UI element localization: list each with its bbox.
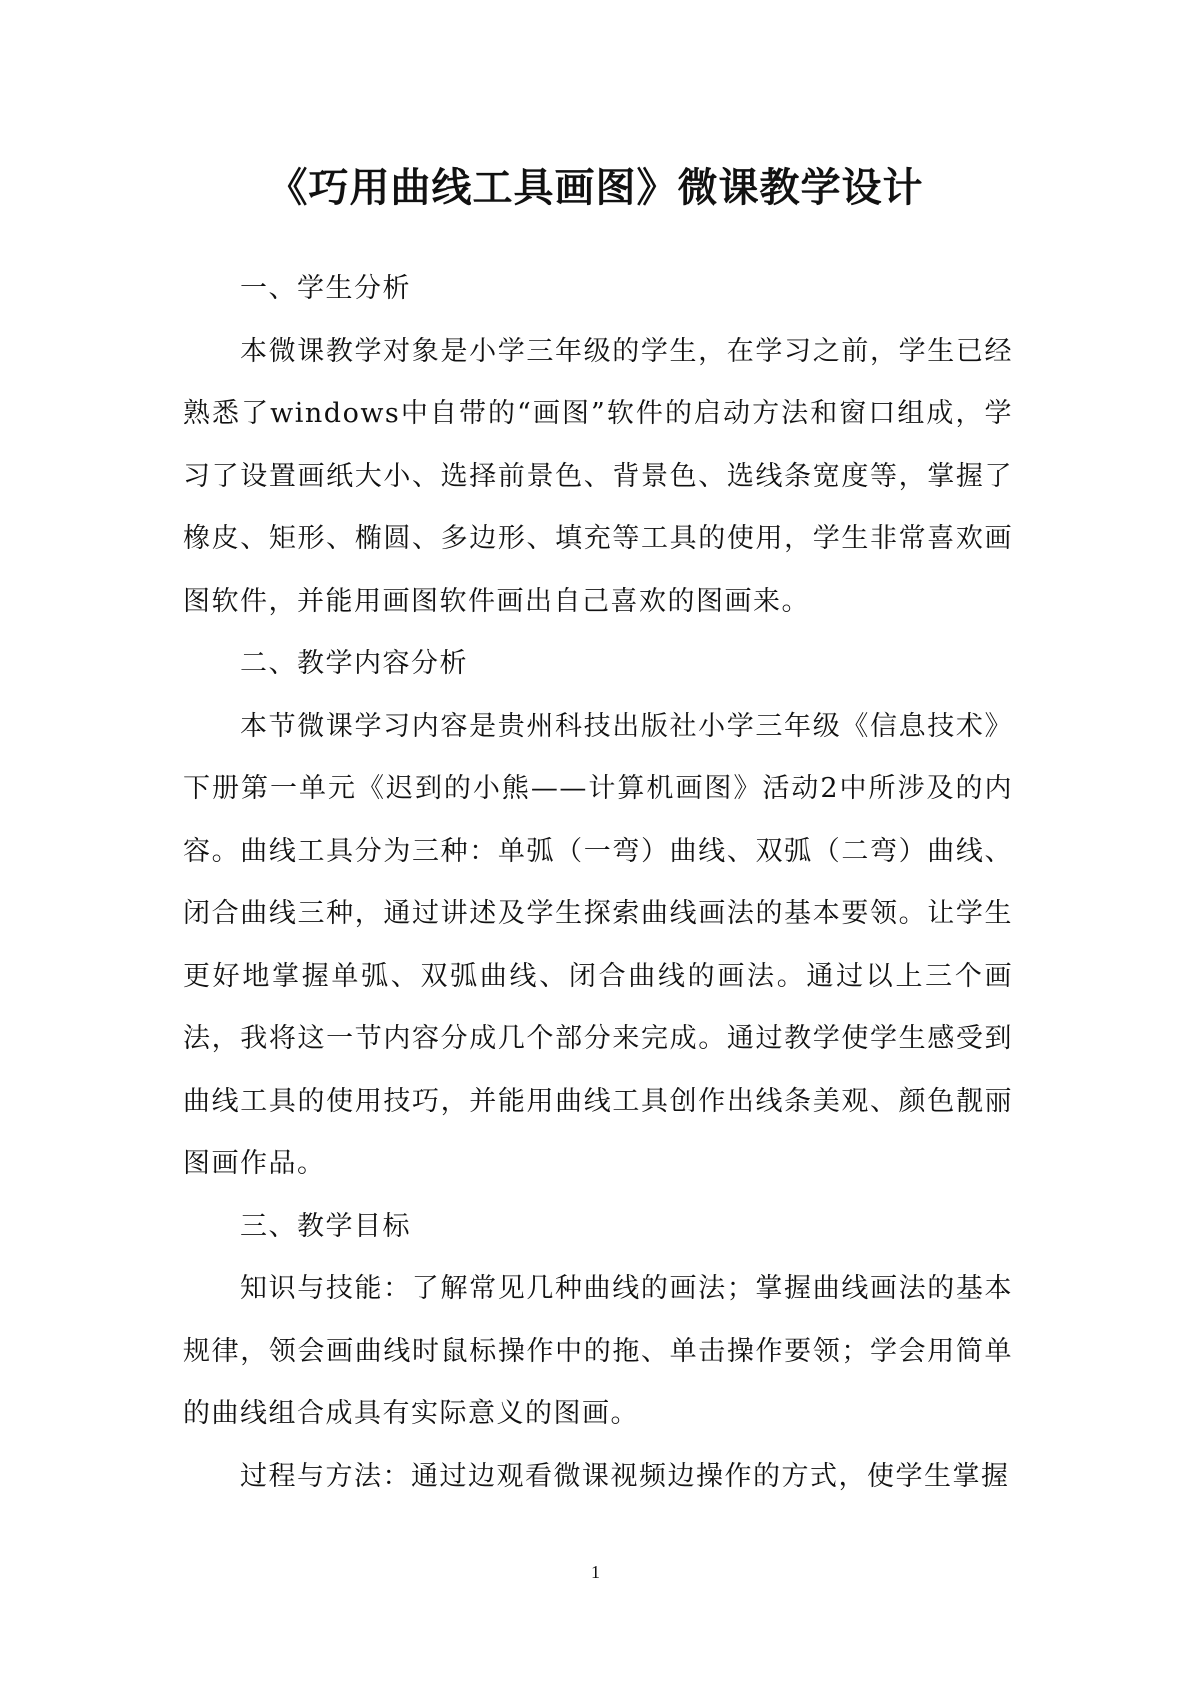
paragraph-student-analysis: 本微课教学对象是小学三年级的学生，在学习之前，学生已经熟悉了windows中自带的“画图”软件的启动方法和窗口组成，学习了设置画纸大小、选择前景色、背景色、选线条宽度等，掌握了橡皮、矩形、椭圆、多边形、填充等工具的使用，学生非常喜欢画图软件，并能用画图软件画出自己喜欢的图画来。 bbox=[183, 335, 1013, 617]
section-heading-student-analysis: 一、学生分析 bbox=[240, 273, 411, 304]
paragraph-process-method: 过程与方法：通过边观看微课视频边操作的方式，使学生掌握 bbox=[240, 1460, 1010, 1492]
paragraph-knowledge-skills: 知识与技能：了解常见几种曲线的画法；掌握曲线画法的基本规律，领会画曲线时鼠标操作中的拖、单击操作要领；学会用简单的曲线组合成具有实际意义的图画。 bbox=[183, 1273, 1013, 1429]
section-heading-content-analysis: 二、教学内容分析 bbox=[240, 648, 468, 679]
paragraph-content-analysis: 本节微课学习内容是贵州科技出版社小学三年级《信息技术》下册第一单元《迟到的小熊——计算机画图》活动2中所涉及的内容。曲线工具分为三种：单弧（一弯）曲线、双弧（二弯）曲线、闭合曲线三种，通过讲述及学生探索曲线画法的基本要领。让学生更好地掌握单弧、双弧曲线、闭合曲线的画法。通过以上三个画法，我将这一节内容分成几个部分来完成。通过教学使学生感受到曲线工具的使用技巧，并能用曲线工具创作出线条美观、颜色靓丽图画作品。 bbox=[183, 710, 1013, 1179]
section-heading-teaching-goals: 三、教学目标 bbox=[240, 1210, 411, 1242]
document-title: 《巧用曲线工具画图》微课教学设计 bbox=[267, 165, 924, 211]
page-number: 1 bbox=[591, 1562, 600, 1582]
document-body bbox=[183, 258, 1013, 1508]
